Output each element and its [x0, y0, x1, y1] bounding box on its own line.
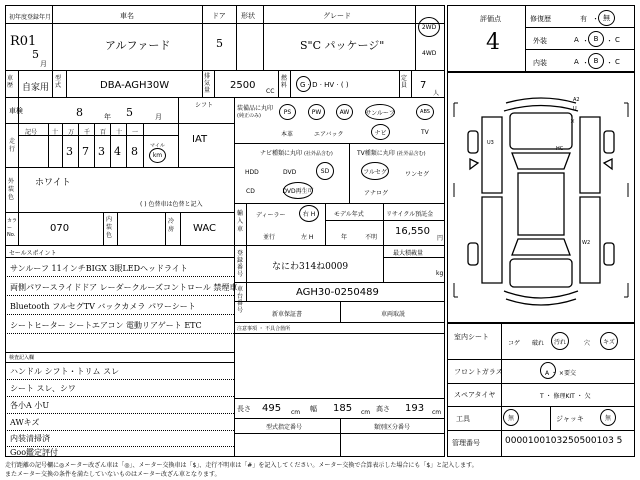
nav-dvd: DVD [283, 169, 297, 176]
tv-analog: アナログ [364, 190, 389, 197]
int-a: A [574, 58, 579, 66]
color-value: ホワイト [35, 178, 71, 188]
height-value: 193 [405, 403, 425, 414]
equip-ps: PS [279, 104, 296, 120]
usage-value: 自家用 [22, 83, 50, 93]
sales-point-label: セールスポイント [9, 250, 57, 257]
spare-label: スペアタイヤ [454, 391, 496, 399]
equip-tv: TV [421, 129, 429, 136]
cc-unit: CC [266, 88, 275, 95]
import-dealer: ディーラー [256, 212, 286, 219]
unit-man: 万 [68, 129, 75, 136]
unit-ju: 十 [116, 129, 123, 136]
inspection-month-unit: 月 [155, 113, 162, 121]
jack-no-circle: 無 [600, 409, 616, 426]
tv-oneseg: ワンセグ [405, 171, 430, 178]
tools-label: 工具 [456, 415, 470, 423]
unit-hyaku: 百 [100, 129, 107, 136]
ext-c: C [615, 36, 620, 44]
diagram-a2: A2 [573, 97, 580, 103]
width-value: 185 [333, 403, 353, 414]
chassis-number: AGH30-0250489 [296, 287, 379, 298]
color-label: 外装色 [8, 178, 15, 201]
equipment-label: 装備品に丸印 [237, 105, 274, 112]
nav-hdd: HDD [245, 169, 259, 176]
model-label: 型式 [55, 75, 62, 89]
exterior-label: 外装 [533, 37, 547, 45]
seat-hole: 穴 [584, 340, 591, 347]
fuel-label: 燃料 [281, 75, 288, 89]
mileage-digit-3: 3 [98, 145, 105, 158]
inspection-year-unit: 年 [104, 113, 111, 121]
color-note: ( ) 色替車は色替と記入 [140, 201, 203, 208]
tv-type-label: TV種類に丸印 (社外品含む) [357, 150, 426, 157]
sales-point-2: 両側パワースライドドア レーダークルーズコントロール 禁煙車 [10, 283, 238, 292]
ext-a: A [574, 36, 579, 44]
model-value: DBA-AGH30W [100, 80, 170, 91]
equip-sunroof: サンルーフ [365, 104, 395, 120]
ext-b-circle: B [588, 31, 604, 47]
mileage-note-label: 記号 [25, 129, 38, 136]
seat-scratch-circle: キズ [600, 332, 618, 350]
inspector-label: 検査記入欄 [9, 355, 35, 361]
length-label: 長さ [237, 405, 251, 413]
capacity-label: 定員 [401, 75, 408, 89]
notes-label: 注意事項 ・ 不具合箇所 [237, 326, 291, 332]
seat-stain-circle: 汚れ [551, 332, 569, 350]
spare-value: T ・ 修理KIT ・ 欠 [540, 393, 591, 400]
unit-sen: 千 [84, 129, 91, 136]
diagram-u: U [573, 106, 577, 112]
unit-ichi: 一 [132, 129, 139, 136]
mileage-digit-1: 3 [66, 145, 73, 158]
sales-point-1: サンルーフ 11インチBIGX 3眼LEDヘッドライト [10, 264, 188, 273]
vehicle-damage-diagram [448, 73, 634, 322]
inspector-line-2: シート スレ、シワ [10, 384, 76, 393]
reg-year: R01 [10, 34, 37, 49]
footer-note-1: 走行距離の記号欄に◎メーター改ざん車は「◎」、メーター交換車は「$」、走行不明車は「#」を記入してください。メーター交換で合算表示した場合にも「$」と記入します。 [5, 462, 478, 469]
import-parallel: 並行 [263, 234, 276, 241]
ac-label: 冷房 [168, 218, 175, 233]
mileage-digit-2: 7 [82, 145, 89, 158]
nav-sd: SD [316, 162, 334, 180]
model-year-label: モデル年式 [334, 211, 364, 218]
equip-abs: ABS [416, 104, 434, 120]
inspector-line-1: ハンドル シフト・トリム スレ [10, 367, 120, 376]
door-count: 5 [216, 37, 223, 50]
inspector-line-5: 内装清掃済 [10, 434, 50, 443]
diagram-w2: W2 [582, 240, 591, 246]
drive-4wd: 4WD [422, 50, 437, 57]
equip-navi: ナビ [371, 124, 390, 140]
tools-no-circle: 無 [503, 409, 519, 426]
inspection-month: 5 [126, 106, 133, 119]
unit-mile: マイル [150, 143, 165, 149]
int-dot1: ・ [582, 59, 589, 67]
door-label: ドア [212, 12, 226, 20]
int-c: C [615, 58, 620, 66]
type-designation-label: 型式指定番号 [266, 424, 303, 431]
handle-left: 左 H [301, 234, 314, 241]
repair-yes: 有 [580, 15, 587, 23]
unit-juman: 十 [52, 129, 59, 136]
mgmt-number: 0000100103250500103 5 [505, 436, 623, 446]
diagram-u3: U3 [487, 140, 494, 146]
glass-label: フロントガラス [454, 368, 503, 376]
repair-label: 修復歴 [530, 15, 551, 23]
nav-dvd-play: DVD再生可 [283, 182, 313, 199]
score-value: 4 [486, 30, 500, 55]
recycle-value: 16,550 [395, 226, 430, 237]
new-car-warranty: 新車保証書 [272, 311, 303, 318]
class-number-label: 類別区分番号 [374, 424, 411, 431]
ext-dot2: ・ [606, 37, 613, 45]
car-name-label: 車名 [120, 12, 134, 20]
int-b-circle: B [588, 53, 604, 69]
inspection-label: 車検 [9, 107, 23, 115]
disp-label: 排気量 [204, 73, 211, 94]
seat-label: 室内シート [454, 333, 489, 341]
grade: S"C パッケージ" [300, 39, 385, 52]
reg-month: 5 [32, 48, 39, 61]
inspection-year: 8 [76, 106, 83, 119]
manual: 車両取説 [381, 311, 406, 318]
car-name: アルファード [105, 39, 171, 52]
registration-plate: なにわ314ね0009 [272, 262, 349, 272]
width-cm: cm [361, 409, 371, 416]
repair-no-circle: 無 [598, 10, 615, 26]
usage-label: 車歴 [7, 75, 14, 89]
import-label: 輸入車 [237, 210, 244, 233]
seat-tear: 破れ [532, 340, 545, 347]
recycle-label: リサイクル預託金 [386, 211, 434, 218]
height-cm: cm [432, 409, 442, 416]
interior-label: 内装 [533, 59, 547, 67]
color-code: 070 [50, 223, 70, 234]
handle-right-circle: 右 H [299, 205, 319, 222]
diagram-hc: HC [556, 146, 564, 152]
chassis-label: 車台番号 [237, 286, 244, 314]
inspector-line-4: AWキズ [10, 418, 40, 427]
mileage-digit-4: 4 [114, 145, 121, 158]
score-label: 評価点 [480, 15, 501, 23]
equip-pw: PW [308, 104, 325, 120]
ext-dot1: ・ [582, 37, 589, 45]
inspector-line-3: 各小A 小U [10, 401, 50, 410]
sales-point-3: Bluetooth フルセグTV バックカメラ パワーシート [10, 302, 196, 311]
inspector-line-6: Goo鑑定評付 [10, 448, 59, 457]
shape-label: 形状 [241, 12, 255, 20]
reg-year-label: 初年度登録年月 [9, 14, 52, 21]
model-year-unit: 年 [341, 234, 348, 241]
mileage-digit-5: 8 [131, 145, 138, 158]
nav-type-label: ナビ種類に丸印 (社外品含む) [260, 150, 333, 157]
unit-km-circle: km [149, 148, 166, 163]
equip-leather: 本革 [281, 131, 294, 138]
equip-airbag: エアバック [314, 131, 344, 138]
footer-note-2: またメーター交換の条件を満たしていないものはメーター改ざん車となります。 [5, 471, 221, 478]
month-unit: 月 [40, 60, 47, 68]
shift-value: IAT [192, 134, 208, 145]
registration-label: 登録番号 [237, 250, 244, 278]
sales-point-4: シートヒーター シートエアコン 電動リアゲート ETC [10, 321, 202, 330]
int-dot2: ・ [606, 59, 613, 67]
width-label: 幅 [310, 405, 317, 413]
mileage-label: 走行 [9, 138, 16, 153]
repair-dot: ・ [592, 15, 599, 23]
jack-label: ジャッキ [556, 415, 584, 423]
interior-color-label: 内装色 [106, 216, 113, 239]
ac-value: WAC [193, 223, 216, 234]
grade-label: グレード [323, 12, 351, 20]
seat-burn: コゲ [508, 340, 521, 347]
kg-unit: kg [436, 270, 444, 277]
shift-label: シフト [195, 102, 214, 109]
equip-aw: AW [336, 104, 353, 120]
mgmt-label: 管理番号 [452, 439, 480, 447]
maxload-label: 最大積載量 [393, 250, 424, 257]
color-code-label: カラー No. [7, 218, 18, 238]
yen-unit: 円 [437, 235, 444, 242]
model-year-unknown: 不明 [365, 234, 378, 241]
person-unit: 人 [433, 90, 440, 97]
length-cm: cm [291, 409, 301, 416]
diagram-x: × [570, 118, 576, 125]
drive-2wd-circle: 2WD [418, 17, 440, 37]
length-value: 495 [262, 403, 282, 414]
equipment-sublabel: (純正のみ) [237, 113, 261, 119]
glass-value: A ・ ×要交 [545, 370, 576, 377]
fuel-value: G · D · HV · ( ) [300, 81, 349, 89]
displacement: 2500 [230, 80, 256, 91]
nav-cd: CD [246, 188, 255, 195]
tv-fullseg: フルセグ [361, 162, 389, 180]
capacity: 7 [420, 80, 427, 91]
height-label: 高さ [376, 405, 390, 413]
